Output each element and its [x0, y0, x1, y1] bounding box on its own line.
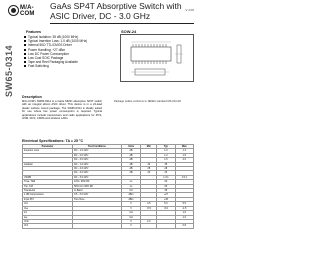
table-cell: 1.5: [157, 158, 175, 162]
logo-text: M/A-COM: [20, 5, 35, 17]
specifications-heading: Electrical Specifications: TA = 25 °C: [22, 139, 84, 143]
table-cell: 1.0: [175, 211, 193, 215]
table-cell: dBm: [121, 193, 141, 197]
table-cell: 1.5: [175, 153, 193, 157]
table-cell: 1.3:1: [157, 175, 175, 179]
table-cell: V: [121, 202, 141, 206]
column-header: Units: [121, 145, 141, 149]
column-header: Parameter: [23, 145, 73, 149]
feature-item: Typical Insertion Loss: 1.0 dB (1000 MHz): [24, 39, 106, 43]
description-heading: Description: [22, 95, 42, 99]
table-body: [23, 149, 194, 228]
table-cell: mV: [121, 189, 141, 193]
features-heading: Features: [26, 30, 41, 34]
table-cell: DC - 1.0 GHz: [73, 162, 122, 166]
table-cell: +45: [157, 197, 175, 201]
table-cell: [157, 224, 175, 228]
table-cell: DC - 1.0 GHz: [73, 149, 122, 153]
table-cell: 32: [141, 162, 157, 166]
table-cell: V: [121, 206, 141, 210]
table-cell: dB: [121, 153, 141, 157]
table-cell: In-Band: [73, 189, 122, 193]
table-cell: ns: [121, 184, 141, 188]
table-cell: 0.5 - 3.0 GHz: [73, 193, 122, 197]
table-cell: 2.0: [141, 219, 157, 223]
features-list: [24, 35, 106, 69]
column-header: Test Conditions: [73, 145, 122, 149]
feature-item: Typical Isolation: 35 dB (1000 MHz): [24, 35, 106, 39]
package-note: Package outline conforms to JEDEC standard MS-013-AD: [114, 100, 182, 103]
table-cell: Two-Tone: [73, 197, 122, 201]
description-text: M/A-COM's SW65-0314 is a GaAs MMIC absorptive SP4T switch with an integral silicon ASIC driver. This device is in a 24-lead plastic surface mount package. The SW65-0314 is ideally suited for use where low power consumption is required. Typical applications include transceivers and radio applications for PCS, GSM, DCS, CDMA and wireless LANs.: [22, 100, 102, 121]
specifications-table: [22, 144, 194, 229]
table-cell: 50% Ctl / 90% RF: [73, 184, 122, 188]
table-cell: dB: [121, 158, 141, 162]
table-cell: 5.5: [175, 202, 193, 206]
table-cell: 35: [157, 189, 175, 193]
table-cell: dB: [121, 162, 141, 166]
table-cell: dB: [121, 149, 141, 153]
feature-item: Low Cost SOIC Package: [24, 56, 106, 60]
table-cell: Vinh: [23, 219, 73, 223]
table-cell: -5.5: [141, 206, 157, 210]
table-cell: 23: [157, 171, 175, 175]
table-cell: Vee: [23, 206, 73, 210]
table-cell: DC - 2.0 GHz: [73, 153, 122, 157]
table-cell: [141, 224, 157, 228]
table-cell: -4.5: [175, 206, 193, 210]
table-cell: Iee: [23, 215, 73, 219]
table-cell: 25: [141, 167, 157, 171]
page-title: GaAs SP4T Absorptive Switch with ASIC Driver, DC - 3.0 GHz: [50, 1, 182, 21]
table-cell: VSWR: [23, 175, 73, 179]
table-cell: V: [121, 224, 141, 228]
table-cell: dBm: [121, 197, 141, 201]
table-cell: DC - 3.0 GHz: [73, 158, 122, 162]
column-header: Typ: [157, 145, 175, 149]
table-cell: 60: [157, 184, 175, 188]
package-outline-drawing: [120, 34, 194, 82]
table-cell: Trise, Tfall: [23, 180, 73, 184]
header-divider: [50, 23, 194, 24]
table-row: [23, 224, 194, 228]
table-cell: Ton, Toff: [23, 184, 73, 188]
table-cell: 10% / 90% RF: [73, 180, 122, 184]
table-cell: 4.5: [141, 202, 157, 206]
table-cell: 5.0: [157, 202, 175, 206]
table-cell: +27: [157, 193, 175, 197]
table-cell: DC - 2.0 GHz: [73, 167, 122, 171]
table-cell: Vcc: [23, 202, 73, 206]
feature-item: Low DC Power Consumption: [24, 52, 106, 56]
table-cell: mA: [121, 211, 141, 215]
table-cell: Input IP3: [23, 197, 73, 201]
logo-mark-icon: [8, 5, 19, 16]
table-cell: DC - 3.0 GHz: [73, 175, 122, 179]
table-cell: -5.0: [157, 206, 175, 210]
side-part-number-bar: [0, 27, 16, 99]
table-cell: Isolation: [23, 162, 73, 166]
table-cell: 35: [157, 162, 175, 166]
table-cell: 1.0: [157, 149, 175, 153]
package-drawing-svg: [121, 35, 193, 81]
company-logo: [8, 4, 46, 16]
feature-item: Tape and Reel Packaging Available: [24, 60, 106, 64]
table-cell: Icc: [23, 211, 73, 215]
table-cell: DC - 3.0 GHz: [73, 171, 122, 175]
table-cell: 1.5:1: [175, 175, 193, 179]
column-header: Min: [141, 145, 157, 149]
table-cell: 28: [157, 167, 175, 171]
table-cell: 1.2: [157, 153, 175, 157]
table-cell: 0.8: [175, 224, 193, 228]
table-cell: 20: [157, 180, 175, 184]
table-cell: ns: [121, 180, 141, 184]
revision-label: V 4.00: [185, 8, 194, 12]
table-cell: 1.0: [175, 215, 193, 219]
table-cell: [73, 224, 122, 228]
feature-item: Fast Switching: [24, 64, 106, 68]
column-header: Max: [175, 145, 193, 149]
table-cell: Vinl: [23, 224, 73, 228]
feature-item: Internal 50Ω TTL/CMOS Driver: [24, 43, 106, 47]
table-cell: mA: [121, 215, 141, 219]
table-cell: V: [121, 219, 141, 223]
table-cell: Transients: [23, 189, 73, 193]
package-label: SOW-24: [121, 29, 137, 34]
table-cell: 20: [141, 171, 157, 175]
side-part-number: SW65-0314: [4, 44, 14, 97]
table-cell: dB: [121, 171, 141, 175]
table-cell: 2.0: [175, 158, 193, 162]
table-cell: 1 dB Compression: [23, 193, 73, 197]
table-cell: 1.3: [175, 149, 193, 153]
table-cell: Insertion Loss: [23, 149, 73, 153]
feature-item: Power Handling: +27 dBm: [24, 48, 106, 52]
table-cell: dB: [121, 167, 141, 171]
